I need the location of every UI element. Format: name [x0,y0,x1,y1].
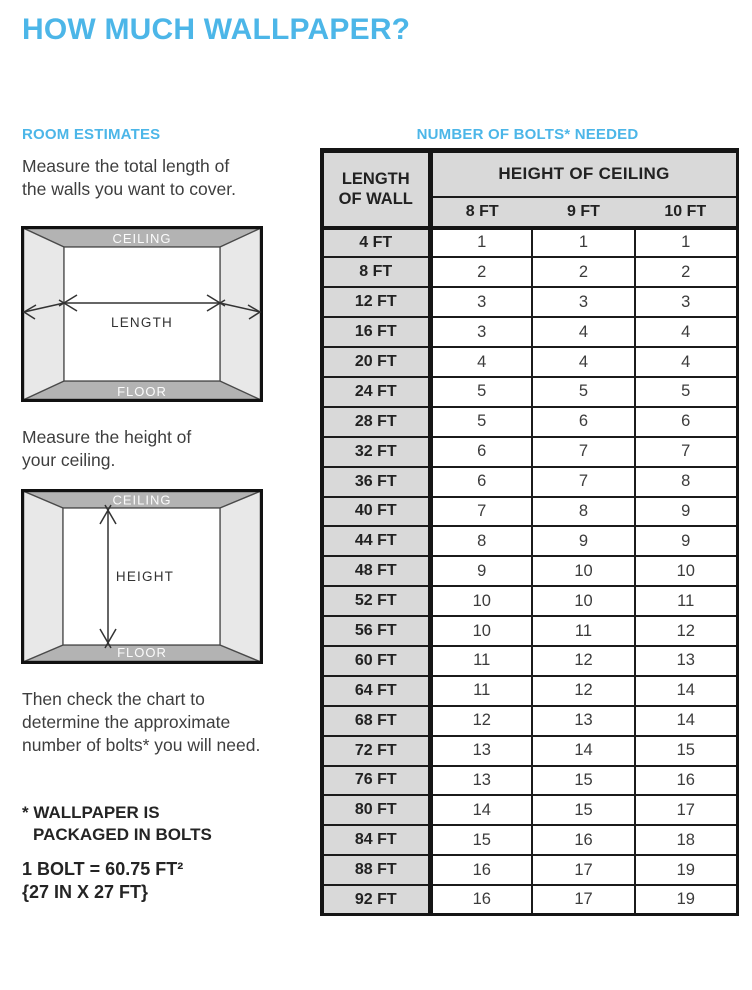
table-header-row-1 [322,151,737,197]
wall-length-cell: 64 FT [322,676,430,706]
table-row [322,407,737,437]
bolt-count-cell: 12 [430,706,532,736]
bolt-count-cell: 4 [430,347,532,377]
wall-length-cell: 92 FT [322,885,430,915]
floor-label: FLOOR [117,645,167,660]
page-title: HOW MUCH WALLPAPER? [22,13,411,46]
bolt-count-cell: 15 [532,795,635,825]
footnote-line2: PACKAGED IN BOLTS [33,825,212,844]
bolt-count-cell: 9 [635,526,737,556]
bolt-count-cell: 3 [430,317,532,347]
table-row [322,825,737,855]
left-wall [23,491,63,662]
bolt-count-cell: 18 [635,825,737,855]
table-row [322,855,737,885]
table-row [322,676,737,706]
wall-length-cell: 4 FT [322,228,430,258]
bolts-needed-heading: NUMBER OF BOLTS* NEEDED [416,126,639,143]
step1-line1: Measure the total length of [22,156,230,176]
wall-length-cell: 88 FT [322,855,430,885]
bolt-count-cell: 17 [532,855,635,885]
bolt-count-cell: 2 [532,257,635,287]
bolt-count-cell: 12 [532,676,635,706]
wall-length-cell: 72 FT [322,736,430,766]
table-row [322,257,737,287]
step1-text [22,155,236,201]
column-header-9ft: 9 FT [532,197,635,228]
bolt-count-cell: 14 [430,795,532,825]
bolt-count-cell: 6 [430,467,532,497]
step3-line1: Then check the chart to [22,689,205,709]
wall-length-cell: 28 FT [322,407,430,437]
column-header-8ft: 8 FT [430,197,532,228]
room-height-diagram [21,489,263,664]
right-wall [220,491,261,662]
bolt-count-cell: 9 [532,526,635,556]
wall-length-cell: 16 FT [322,317,430,347]
ceiling-height-header: HEIGHT OF CEILING [430,151,737,197]
wall-length-cell: 8 FT [322,257,430,287]
back-wall [64,247,220,381]
bolt-count-cell: 17 [532,885,635,915]
bolt-count-cell: 13 [430,736,532,766]
bolt-count-cell: 1 [430,228,532,258]
bolts-table [320,148,739,916]
bolt-count-cell: 4 [532,347,635,377]
table-row [322,526,737,556]
ceiling-label: CEILING [112,492,172,508]
wall-length-cell: 44 FT [322,526,430,556]
bolt-count-cell: 19 [635,885,737,915]
bolt-count-cell: 15 [532,766,635,796]
bolt-count-cell: 14 [635,676,737,706]
step2-line2: your ceiling. [22,450,116,470]
table-row [322,437,737,467]
wall-length-cell: 32 FT [322,437,430,467]
bolt-count-cell: 10 [532,586,635,616]
wall-length-cell: 52 FT [322,586,430,616]
bolt-count-cell: 15 [430,825,532,855]
bolt-count-cell: 3 [532,287,635,317]
bolt-count-cell: 1 [635,228,737,258]
bolt-count-cell: 4 [635,347,737,377]
bolt-count-cell: 2 [430,257,532,287]
left-wall [23,228,64,400]
bolt-count-cell: 12 [635,616,737,646]
bolt-count-cell: 7 [532,437,635,467]
table-row [322,586,737,616]
right-wall [220,228,261,400]
bolt-count-cell: 5 [430,407,532,437]
bolt-count-cell: 10 [635,556,737,586]
bolt-count-cell: 7 [635,437,737,467]
room-estimates-heading: ROOM ESTIMATES [22,126,161,143]
bolt-count-cell: 11 [430,676,532,706]
bolt-count-cell: 4 [532,317,635,347]
bolt-size-info [22,858,183,904]
bolt-count-cell: 2 [635,257,737,287]
wall-length-cell: 60 FT [322,646,430,676]
bolt-count-cell: 3 [430,287,532,317]
bolt-count-cell: 8 [532,497,635,527]
wall-length-cell: 48 FT [322,556,430,586]
height-label: HEIGHT [115,569,175,584]
table-row [322,497,737,527]
bolt-count-cell: 3 [635,287,737,317]
bolts-table-body [322,228,737,915]
wall-length-cell: 24 FT [322,377,430,407]
bolt-count-cell: 16 [430,855,532,885]
table-row [322,317,737,347]
bolts-footnote [22,802,212,846]
step3-text [22,688,260,757]
wall-length-cell: 80 FT [322,795,430,825]
wall-length-cell: 20 FT [322,347,430,377]
table-row [322,885,737,915]
bolt-count-cell: 6 [532,407,635,437]
bolt-count-cell: 16 [532,825,635,855]
bolt-info-line1: 1 BOLT = 60.75 FT² [22,859,184,879]
table-row [322,646,737,676]
step2-text [22,426,191,472]
bolt-count-cell: 11 [635,586,737,616]
bolt-count-cell: 9 [635,497,737,527]
table-row [322,287,737,317]
bolt-count-cell: 11 [532,616,635,646]
wall-length-cell: 56 FT [322,616,430,646]
step3-line2: determine the approximate [22,712,231,732]
column-header-10ft: 10 FT [635,197,737,228]
bolt-count-cell: 7 [532,467,635,497]
bolt-count-cell: 10 [532,556,635,586]
wall-length-header [322,151,430,228]
wall-length-cell: 68 FT [322,706,430,736]
bolt-count-cell: 6 [635,407,737,437]
table-row [322,766,737,796]
bolt-count-cell: 7 [430,497,532,527]
bolt-count-cell: 13 [430,766,532,796]
bolt-count-cell: 17 [635,795,737,825]
room-length-diagram [21,226,263,402]
table-row [322,467,737,497]
bolt-count-cell: 19 [635,855,737,885]
footnote-line1: * WALLPAPER IS [22,803,160,822]
bolt-count-cell: 13 [532,706,635,736]
bolt-count-cell: 12 [532,646,635,676]
table-row [322,347,737,377]
bolt-count-cell: 6 [430,437,532,467]
step3-line3: number of bolts* you will need. [22,735,261,755]
wall-length-cell: 40 FT [322,497,430,527]
table-row [322,228,737,258]
floor-label: FLOOR [117,384,167,399]
bolt-count-cell: 14 [635,706,737,736]
bolt-count-cell: 13 [635,646,737,676]
bolt-count-cell: 5 [430,377,532,407]
bolt-count-cell: 10 [430,586,532,616]
table-row [322,706,737,736]
table-row [322,795,737,825]
bolt-count-cell: 14 [532,736,635,766]
wall-length-cell: 36 FT [322,467,430,497]
bolt-count-cell: 4 [635,317,737,347]
wall-length-cell: 76 FT [322,766,430,796]
wall-length-cell: 12 FT [322,287,430,317]
wall-header-line2: OF WALL [338,190,413,209]
bolt-count-cell: 1 [532,228,635,258]
bolt-count-cell: 16 [430,885,532,915]
ceiling-label: CEILING [112,231,172,246]
wall-length-cell: 84 FT [322,825,430,855]
bolt-count-cell: 15 [635,736,737,766]
bolt-count-cell: 5 [635,377,737,407]
table-row [322,377,737,407]
bolt-count-cell: 11 [430,646,532,676]
bolt-count-cell: 9 [430,556,532,586]
bolt-count-cell: 10 [430,616,532,646]
bolt-count-cell: 8 [430,526,532,556]
table-row [322,616,737,646]
bolt-count-cell: 5 [532,377,635,407]
bolt-info-line2: {27 IN X 27 FT} [22,882,149,902]
wall-header-line1: LENGTH [341,170,410,189]
step2-line1: Measure the height of [22,427,192,447]
bolt-count-cell: 8 [635,467,737,497]
bolt-count-cell: 16 [635,766,737,796]
table-row [322,736,737,766]
table-row [322,556,737,586]
step1-line2: the walls you want to cover. [22,179,236,199]
length-label: LENGTH [111,315,173,330]
